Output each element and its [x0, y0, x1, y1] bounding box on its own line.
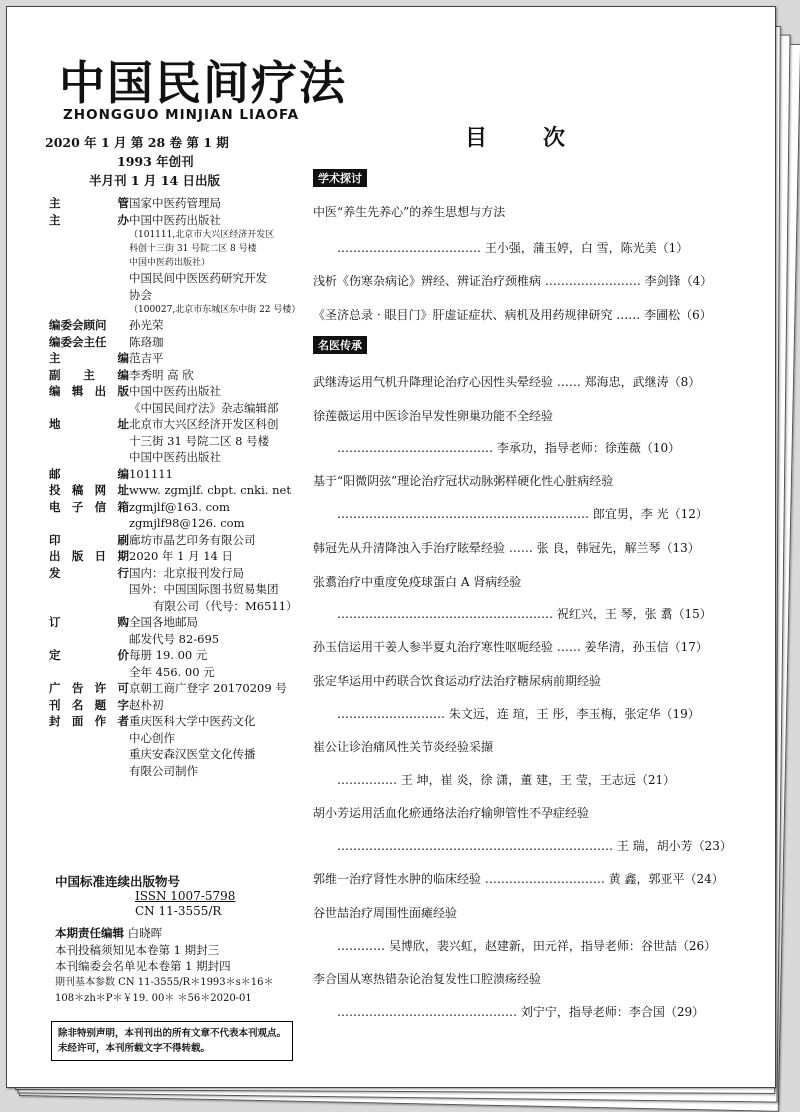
- editor-name: 白晓晖: [127, 926, 163, 940]
- value-guanggao: 京朝工商广登字 20170209 号: [129, 681, 287, 695]
- editor-note-1: 本刊投稿须知见本卷第 1 期封三: [55, 942, 220, 957]
- copyright-notice: 除非特别声明，本刊刊出的所有文章不代表本刊观点。未经许可，本刊所载文字不得转载。: [51, 1021, 293, 1061]
- value-dingjia-1: 每册 19. 00 元: [129, 648, 208, 662]
- value-bianji-2: 《中国民间疗法》杂志编辑部: [129, 400, 279, 415]
- toc-entry[interactable]: …………………………………………………………… 王 瑞，胡小芳（23）: [337, 839, 732, 853]
- toc-entry[interactable]: 武继涛运用气机升降理论治疗心因性头晕经验 …… 郑海忠，武继涛（8）: [313, 375, 701, 389]
- value-fengmian-2: 中心创作: [129, 730, 175, 745]
- toc-entry[interactable]: 张定华运用中药联合饮食运动疗法治疗糖尿病前期经验: [313, 674, 602, 688]
- value-fengmian-4: 有限公司制作: [129, 763, 198, 778]
- toc-entry[interactable]: 徐莲薇运用中医诊治早发性卵巢功能不全经验: [313, 409, 554, 423]
- toc-entry[interactable]: 胡小芳运用活血化瘀通络法治疗输卵管性不孕症经验: [313, 806, 590, 820]
- publication-info: [49, 195, 307, 779]
- value-zhuban-addr-1: （101111,北京市大兴区经济开发区: [129, 230, 275, 240]
- label-yinshua: 印 刷: [49, 532, 129, 547]
- toc-entry[interactable]: ……………………………… 王小强，蒲玉婷，白 雪，陈光美（1）: [337, 241, 689, 255]
- label-bianji: 编 辑 出 版: [49, 384, 129, 398]
- label-xinxiang: 电 子 信 箱: [49, 499, 129, 514]
- toc-entry[interactable]: 基于“阳微阴弦”理论治疗冠状动脉粥样硬化性心脏病经验: [313, 474, 614, 488]
- label-guwen: 编委会顾问: [49, 318, 107, 332]
- value-dizhi-2: 十三街 31 号院二区 8 号楼: [129, 433, 270, 448]
- toc-entry[interactable]: 崔公让诊治痛风性关节炎经验采撷: [313, 740, 494, 754]
- value-faxing-2: 国外：中国国际图书贸易集团: [129, 582, 279, 596]
- toc-entry[interactable]: 《圣济总录 · 眼目门》肝虚证症状、病机及用药规律研究 …… 李圃松（6）: [313, 308, 712, 322]
- toc-entry[interactable]: ………… 吴博欣，裴兴虹，赵建新，田元祥，指导老师：谷世喆（26）: [337, 939, 717, 953]
- value-zhuban-addr-4: （100027,北京市东城区东中街 22 号楼）: [129, 305, 301, 315]
- editor-label: 本期责任编辑: [55, 926, 124, 940]
- toc-entry[interactable]: ……………………………………………………… 郎宜男，李 光（12）: [337, 507, 708, 521]
- value-zhuban-2b: 协会: [129, 287, 152, 302]
- toc-title: 目次: [465, 125, 622, 151]
- toc-entry[interactable]: ……………………… 朱文远，连 瑄，王 彤，李玉梅，张定华（19）: [337, 707, 700, 721]
- publication-frequency: 半月刊 1 月 14 日出版: [89, 173, 221, 188]
- value-faxing-3: 有限公司（代号：M6511）: [153, 598, 298, 613]
- toc-entry[interactable]: …………… 王 坤，崔 炎，徐 潇，董 建，王 莹，王志远（21）: [337, 773, 676, 787]
- label-zhubian: 主 编: [49, 351, 129, 365]
- section-tag-masters: 名医传承: [313, 336, 367, 354]
- label-youbian: 邮 编: [49, 466, 129, 481]
- issn-number: ISSN 1007-5798: [135, 889, 236, 903]
- journal-params-2: 108＊zh＊P＊￥19. 00＊ ＊56＊2020-01: [55, 993, 252, 1004]
- value-youbian: 101111: [129, 466, 173, 481]
- toc-entry[interactable]: ………………………………… 李承功，指导老师：徐莲薇（10）: [337, 441, 681, 455]
- toc-entry[interactable]: ……………………………………… 刘宁宁，指导老师：李合国（29）: [337, 1005, 705, 1019]
- toc-entry[interactable]: 韩冠先从升清降浊入手治疗眩晕经验 …… 张 良，韩冠先，解兰琴（13）: [313, 541, 700, 555]
- value-dingjia-2: 全年 456. 00 元: [129, 664, 215, 679]
- standard-serial-title: 中国标准连续出版物号: [55, 874, 181, 889]
- value-guwen: 孙光荣: [129, 318, 164, 332]
- label-fuzhubian: 副 主 编: [49, 367, 129, 382]
- toc-entry[interactable]: 李合国从寒热错杂论治复发性口腔溃疡经验: [313, 972, 542, 986]
- value-zhuban-1: 中国中医药出版社: [129, 212, 221, 227]
- value-zhuban-addr-3: 中国中医药出版社）: [129, 258, 211, 268]
- value-fengmian-1: 重庆医科大学中医药文化: [129, 714, 256, 728]
- value-dizhi-3: 中国中医药出版社: [129, 450, 221, 464]
- value-xinxiang-1: zgmjlf@163. com: [129, 499, 230, 514]
- value-bianji-1: 中国中医药出版社: [129, 384, 221, 398]
- value-yinshua: 廊坊市晶艺印务有限公司: [129, 532, 256, 547]
- label-riqi: 出 版 日 期: [49, 549, 129, 563]
- label-dizhi: 地 址: [49, 417, 129, 431]
- value-dinggou-2: 邮发代号 82-695: [129, 631, 220, 646]
- cn-number: CN 11-3555/R: [135, 904, 222, 918]
- value-zhuren: 陈珞珈: [129, 334, 164, 349]
- section-tag-academic: 学术探讨: [313, 169, 367, 187]
- issn-block: [135, 889, 235, 919]
- value-timing: 赵朴初: [129, 697, 164, 712]
- value-zhuguan: 国家中医药管理局: [129, 196, 221, 210]
- editor-block: [55, 925, 274, 1008]
- toc-entry[interactable]: 郭维一治疗肾性水肿的临床经验 ………………………… 黄 鑫，郭亚平（24）: [313, 872, 724, 886]
- value-zhuban-2: 中国民间中医医药研究开发: [129, 271, 267, 285]
- masthead-pinyin: ZHONGGUO MINJIAN LIAOFA: [63, 107, 300, 123]
- label-dinggou: 订 购: [49, 615, 129, 629]
- label-guanggao: 广 告 许 可: [49, 681, 129, 695]
- journal-params-1: 期刊基本参数 CN 11-3555/R＊1993＊s＊16＊: [55, 976, 274, 988]
- toc-entry[interactable]: 张翥治疗中重度免疫球蛋白 A 肾病经验: [313, 575, 522, 589]
- editor-note-2: 本刊编委会名单见本卷第 1 期封四: [55, 959, 231, 973]
- value-xinxiang-2: zgmjlf98@126. com: [129, 516, 245, 530]
- toc-entry[interactable]: 孙玉信运用干姜人参半夏丸治疗寒性呕呃经验 …… 姜华清，孙玉信（17）: [313, 640, 708, 654]
- value-zhuban-addr-2: 科创十三街 31 号院二区 8 号楼: [129, 244, 257, 254]
- issue-date-volume: 2020 年 1 月 第 28 卷 第 1 期: [45, 135, 229, 150]
- value-dinggou-1: 全国各地邮局: [129, 615, 198, 629]
- label-zhuren: 编委会主任: [49, 334, 107, 349]
- value-wangzhi: www. zgmjlf. cbpt. cnki. net: [129, 483, 291, 497]
- label-faxing: 发 行: [49, 565, 129, 580]
- contents-page: [6, 6, 776, 1088]
- founded-year: 1993 年创刊: [117, 154, 194, 169]
- label-zhuban: 主 办: [49, 212, 129, 227]
- value-fengmian-3: 重庆安森汉医堂文化传播: [129, 747, 256, 761]
- masthead-title: 中国民间疗法: [59, 56, 347, 110]
- value-faxing-1: 国内：北京报刊发行局: [129, 565, 244, 580]
- label-timing: 刊 名 题 字: [49, 697, 129, 712]
- value-dizhi-1: 北京市大兴区经济开发区科创: [129, 417, 279, 431]
- toc-entry[interactable]: 中医“养生先养心”的养生思想与方法: [313, 205, 506, 219]
- toc-entry[interactable]: 谷世喆治疗周围性面瘫经验: [313, 906, 458, 920]
- label-wangzhi: 投 稿 网 址: [49, 483, 129, 497]
- toc-entry[interactable]: ……………………………………………… 祝红兴，王 琴，张 翥（15）: [337, 607, 712, 621]
- label-fengmian: 封 面 作 者: [49, 714, 129, 728]
- value-zhubian: 范吉平: [129, 351, 164, 365]
- value-fuzhubian: 李秀明 高 欣: [129, 367, 194, 382]
- value-riqi: 2020 年 1 月 14 日: [129, 549, 233, 563]
- label-zhuguan: 主 管: [49, 196, 129, 210]
- toc-entry[interactable]: 浅析《伤寒杂病论》辨经、辨证治疗颈椎病 …………………… 李剑锋（4）: [313, 274, 713, 288]
- label-dingjia: 定 价: [49, 648, 129, 662]
